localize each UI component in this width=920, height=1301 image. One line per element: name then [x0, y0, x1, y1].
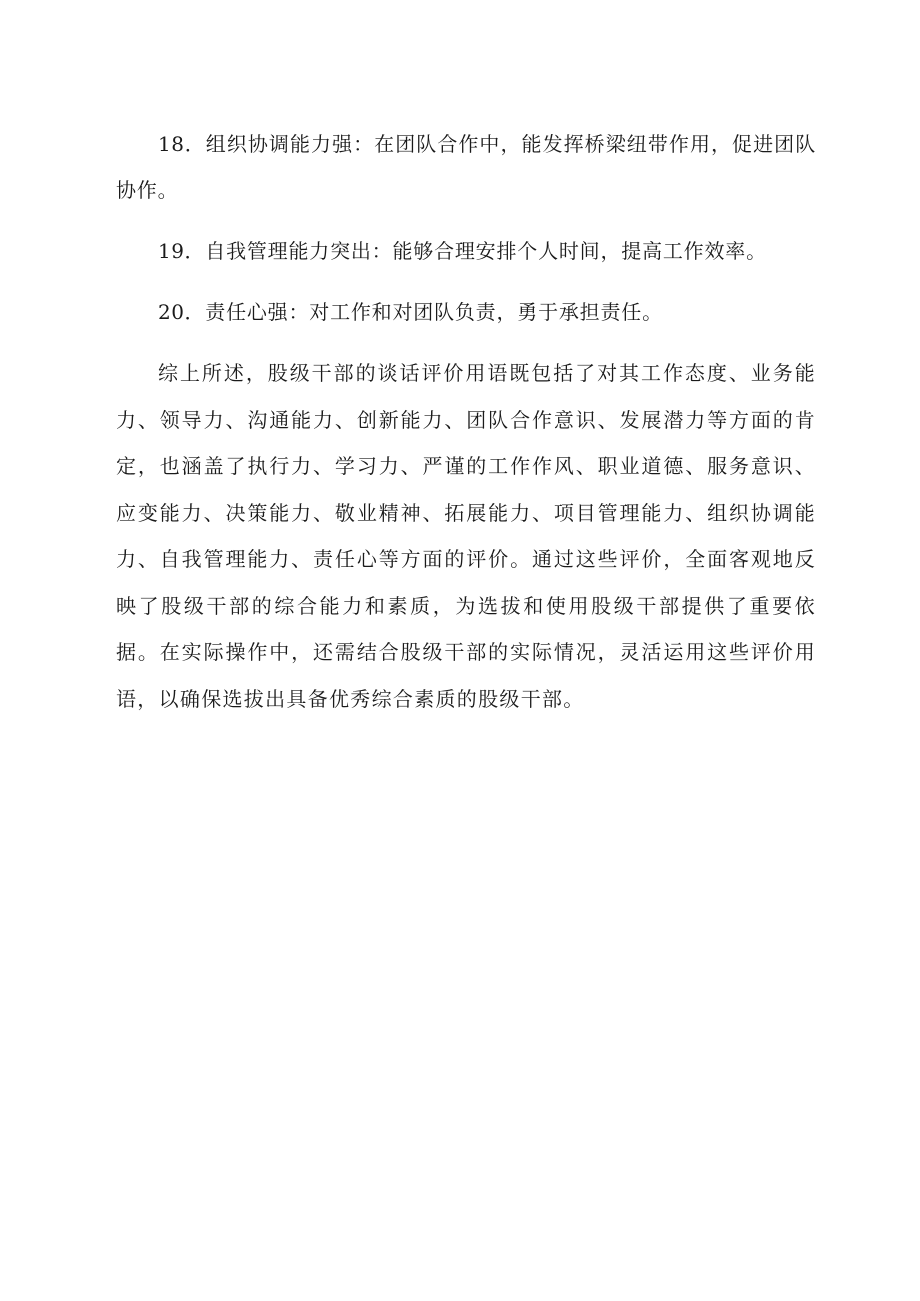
- item-text: 责任心强：对工作和对团队负责，勇于承担责任。: [205, 300, 663, 324]
- list-item-19: [116, 228, 816, 274]
- item-separator: ．: [184, 132, 206, 156]
- list-item-20: [116, 289, 816, 335]
- item-number: 20: [158, 300, 185, 324]
- document-body: [116, 121, 816, 722]
- summary-paragraph: 综上所述，股级干部的谈话评价用语既包括了对其工作态度、业务能力、领导力、沟通能力、创新能力、团队合作意识、发展潜力等方面的肯定，也涵盖了执行力、学习力、严谨的工作作风、职业道德、服务意识、应变能力、决策能力、敬业精神、拓展能力、项目管理能力、组织协调能力、自我管理能力、责任心等方面的评价。通过这些评价，全面客观地反映了股级干部的综合能力和素质，为选拔和使用股级干部提供了重要依据。在实际操作中，还需结合股级干部的实际情况，灵活运用这些评价用语，以确保选拔出具备优秀综合素质的股级干部。: [116, 361, 816, 711]
- list-item-18: [116, 121, 816, 213]
- item-text: 组织协调能力强：在团队合作中，能发挥桥梁纽带作用，促进团队协作。: [116, 132, 816, 202]
- item-separator: ．: [184, 300, 206, 324]
- item-number: 19: [158, 239, 185, 263]
- item-separator: ．: [184, 239, 206, 263]
- item-number: 18: [158, 132, 185, 156]
- item-text: 自我管理能力突出：能够合理安排个人时间，提高工作效率。: [205, 239, 767, 263]
